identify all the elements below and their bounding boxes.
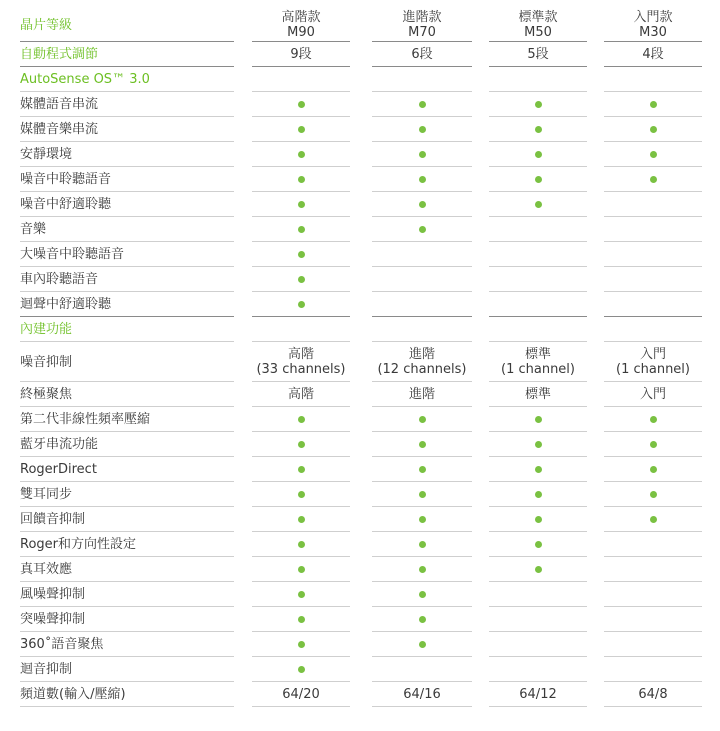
value-cell — [252, 142, 350, 167]
column-header-m50 — [489, 8, 587, 42]
feature-dot-icon — [419, 201, 426, 208]
value-cell — [252, 457, 350, 482]
feature-dot-icon — [650, 466, 657, 473]
value-cell — [604, 532, 702, 557]
value-cell — [604, 632, 702, 657]
row-rule — [372, 706, 472, 707]
value-cell — [372, 92, 472, 117]
feature-dot-icon — [419, 151, 426, 158]
feature-dot-icon — [535, 541, 542, 548]
value-text: 6段 — [411, 47, 433, 62]
row-rule — [604, 66, 702, 67]
feature-dot-icon — [419, 226, 426, 233]
value-cell — [372, 607, 472, 632]
column-header-m70 — [372, 8, 472, 42]
value-cell — [489, 117, 587, 142]
column-header-m30 — [604, 8, 702, 42]
column-model: M90 — [287, 25, 315, 40]
row-rule — [489, 66, 587, 67]
feature-dot-icon — [535, 151, 542, 158]
feature-dot-icon — [298, 541, 305, 548]
feature-dot-icon — [419, 176, 426, 183]
feature-dot-icon — [298, 566, 305, 573]
value-cell — [604, 457, 702, 482]
column-model: M50 — [524, 25, 552, 40]
feature-dot-icon — [298, 276, 305, 283]
value-cell — [604, 382, 702, 407]
value-cell — [489, 167, 587, 192]
feature-label: 終極聚焦 — [20, 387, 73, 402]
feature-label: 雙耳同步 — [20, 487, 73, 502]
value-cell — [372, 382, 472, 407]
value-cell — [252, 217, 350, 242]
value-cell — [489, 192, 587, 217]
feature-dot-icon — [650, 126, 657, 133]
feature-dot-icon — [419, 441, 426, 448]
row-rule — [372, 66, 472, 67]
feature-label: 回饋音抑制 — [20, 512, 86, 527]
section-heading: 內建功能 — [20, 322, 73, 337]
value-cell — [489, 382, 587, 407]
value-text: 高階 — [287, 387, 314, 402]
value-text: (1 channel) — [501, 362, 575, 377]
value-cell — [604, 92, 702, 117]
feature-dot-icon — [419, 491, 426, 498]
value-cell — [489, 242, 587, 267]
value-cell — [252, 242, 350, 267]
value-cell — [252, 482, 350, 507]
feature-dot-icon — [298, 591, 305, 598]
value-cell — [252, 167, 350, 192]
feature-label: 頻道數(輸入/壓縮) — [20, 687, 126, 702]
value-cell — [489, 432, 587, 457]
value-cell — [252, 657, 350, 682]
feature-dot-icon — [298, 101, 305, 108]
feature-dot-icon — [650, 516, 657, 523]
row-rule — [604, 706, 702, 707]
value-cell — [372, 682, 472, 707]
value-cell — [372, 192, 472, 217]
value-text: 64/20 — [282, 687, 320, 702]
value-cell — [372, 42, 472, 67]
feature-dot-icon — [650, 101, 657, 108]
feature-label: 自動程式調節 — [20, 47, 99, 62]
value-cell — [489, 632, 587, 657]
feature-label: 音樂 — [20, 222, 47, 237]
feature-dot-icon — [419, 541, 426, 548]
feature-label: 真耳效應 — [20, 562, 73, 577]
value-cell — [372, 142, 472, 167]
value-cell — [372, 632, 472, 657]
column-name: 進階款 — [402, 10, 442, 25]
row-rule — [252, 316, 350, 317]
value-text: 4段 — [642, 47, 664, 62]
value-cell — [604, 407, 702, 432]
value-cell — [252, 407, 350, 432]
value-cell — [489, 507, 587, 532]
value-cell — [372, 457, 472, 482]
feature-dot-icon — [535, 566, 542, 573]
value-text: 高階 — [287, 347, 314, 362]
value-cell — [372, 507, 472, 532]
row-rule — [252, 706, 350, 707]
value-cell — [489, 292, 587, 317]
header-label: 晶片等級 — [20, 17, 73, 33]
feature-dot-icon — [535, 441, 542, 448]
value-cell — [604, 482, 702, 507]
feature-dot-icon — [419, 641, 426, 648]
feature-label: 360˚語音聚焦 — [20, 637, 104, 652]
value-cell — [252, 607, 350, 632]
value-cell — [604, 192, 702, 217]
value-cell — [372, 167, 472, 192]
row-rule — [489, 706, 587, 707]
feature-dot-icon — [298, 176, 305, 183]
value-text: 入門 — [639, 347, 666, 362]
value-cell — [252, 342, 350, 382]
value-text: (33 channels) — [256, 362, 346, 377]
column-model: M30 — [639, 25, 667, 40]
value-cell — [489, 532, 587, 557]
feature-dot-icon — [650, 416, 657, 423]
feature-dot-icon — [298, 641, 305, 648]
feature-dot-icon — [419, 101, 426, 108]
value-cell — [252, 292, 350, 317]
value-cell — [489, 217, 587, 242]
feature-dot-icon — [298, 301, 305, 308]
feature-dot-icon — [419, 416, 426, 423]
value-text: 64/12 — [519, 687, 557, 702]
value-cell — [372, 582, 472, 607]
feature-dot-icon — [650, 491, 657, 498]
value-cell — [252, 582, 350, 607]
value-cell — [489, 557, 587, 582]
feature-dot-icon — [650, 176, 657, 183]
feature-dot-icon — [419, 126, 426, 133]
value-cell — [252, 117, 350, 142]
value-cell — [252, 382, 350, 407]
feature-label: 突噪聲抑制 — [20, 612, 86, 627]
feature-dot-icon — [298, 126, 305, 133]
value-cell — [489, 342, 587, 382]
value-cell — [604, 682, 702, 707]
feature-dot-icon — [535, 176, 542, 183]
feature-label: 媒體語音串流 — [20, 97, 99, 112]
value-text: 標準 — [524, 387, 551, 402]
feature-dot-icon — [419, 591, 426, 598]
value-cell — [489, 457, 587, 482]
feature-dot-icon — [298, 416, 305, 423]
value-cell — [489, 582, 587, 607]
feature-dot-icon — [298, 151, 305, 158]
value-cell — [372, 267, 472, 292]
feature-dot-icon — [298, 251, 305, 258]
value-cell — [372, 117, 472, 142]
feature-dot-icon — [535, 201, 542, 208]
value-cell — [604, 582, 702, 607]
feature-dot-icon — [298, 466, 305, 473]
value-cell — [604, 242, 702, 267]
column-model: M70 — [408, 25, 436, 40]
value-cell — [489, 682, 587, 707]
value-cell — [252, 632, 350, 657]
value-cell — [604, 142, 702, 167]
value-cell — [489, 607, 587, 632]
feature-dot-icon — [298, 441, 305, 448]
feature-label: 大噪音中聆聽語音 — [20, 247, 125, 262]
value-cell — [372, 482, 472, 507]
value-cell — [372, 217, 472, 242]
feature-dot-icon — [298, 491, 305, 498]
feature-label: Roger和方向性設定 — [20, 537, 136, 552]
value-cell — [604, 117, 702, 142]
value-text: 64/16 — [403, 687, 441, 702]
feature-dot-icon — [419, 516, 426, 523]
feature-label: 迴聲中舒適聆聽 — [20, 297, 112, 312]
value-cell — [372, 242, 472, 267]
value-cell — [372, 432, 472, 457]
row-rule — [372, 316, 472, 317]
feature-dot-icon — [419, 616, 426, 623]
value-text: 進階 — [408, 347, 435, 362]
value-cell — [604, 42, 702, 67]
feature-dot-icon — [535, 416, 542, 423]
value-cell — [252, 432, 350, 457]
value-cell — [489, 482, 587, 507]
row-rule — [252, 66, 350, 67]
feature-label: 風噪聲抑制 — [20, 587, 86, 602]
value-text: (1 channel) — [616, 362, 690, 377]
feature-label: 安靜環境 — [20, 147, 73, 162]
column-name: 標準款 — [518, 10, 558, 25]
value-cell — [372, 557, 472, 582]
value-cell — [372, 407, 472, 432]
value-cell — [252, 557, 350, 582]
feature-dot-icon — [535, 466, 542, 473]
value-cell — [252, 682, 350, 707]
value-cell — [604, 432, 702, 457]
value-text: 64/8 — [638, 687, 668, 702]
value-cell — [489, 657, 587, 682]
value-cell — [252, 267, 350, 292]
feature-label: 藍牙串流功能 — [20, 437, 99, 452]
value-cell — [604, 167, 702, 192]
feature-dot-icon — [298, 666, 305, 673]
value-cell — [489, 92, 587, 117]
feature-dot-icon — [419, 466, 426, 473]
row-rule — [489, 316, 587, 317]
feature-dot-icon — [650, 441, 657, 448]
value-text: (12 channels) — [377, 362, 467, 377]
value-cell — [252, 507, 350, 532]
feature-label: 媒體音樂串流 — [20, 122, 99, 137]
feature-dot-icon — [419, 566, 426, 573]
value-cell — [604, 292, 702, 317]
feature-label: 噪音中聆聽語音 — [20, 172, 112, 187]
value-cell — [252, 42, 350, 67]
value-text: 標準 — [524, 347, 551, 362]
feature-dot-icon — [535, 491, 542, 498]
feature-dot-icon — [298, 616, 305, 623]
feature-label: 噪音抑制 — [20, 354, 73, 370]
value-cell — [604, 557, 702, 582]
row-rule — [604, 316, 702, 317]
feature-dot-icon — [535, 126, 542, 133]
feature-dot-icon — [298, 226, 305, 233]
feature-label: 迴音抑制 — [20, 662, 73, 677]
value-cell — [372, 342, 472, 382]
value-cell — [604, 217, 702, 242]
value-cell — [372, 657, 472, 682]
column-name: 入門款 — [633, 10, 673, 25]
value-cell — [252, 92, 350, 117]
feature-dot-icon — [298, 516, 305, 523]
feature-dot-icon — [298, 201, 305, 208]
value-text: 5段 — [527, 47, 549, 62]
value-cell — [604, 267, 702, 292]
feature-label: 第二代非線性頻率壓縮 — [20, 412, 151, 427]
value-cell — [604, 507, 702, 532]
value-text: 入門 — [639, 387, 666, 402]
value-text: 9段 — [290, 47, 312, 62]
value-cell — [604, 657, 702, 682]
feature-dot-icon — [535, 101, 542, 108]
feature-label: RogerDirect — [20, 462, 97, 477]
section-heading: AutoSense OS™ 3.0 — [20, 72, 150, 87]
value-text: 進階 — [408, 387, 435, 402]
value-cell — [489, 407, 587, 432]
feature-dot-icon — [535, 516, 542, 523]
column-name: 高階款 — [281, 10, 321, 25]
value-cell — [489, 142, 587, 167]
value-cell — [372, 532, 472, 557]
feature-label: 噪音中舒適聆聽 — [20, 197, 112, 212]
value-cell — [252, 532, 350, 557]
value-cell — [372, 292, 472, 317]
row-rule — [20, 706, 234, 707]
feature-label: 車內聆聽語音 — [20, 272, 99, 287]
column-header-m90 — [252, 8, 350, 42]
value-cell — [604, 342, 702, 382]
value-cell — [489, 42, 587, 67]
feature-dot-icon — [650, 151, 657, 158]
value-cell — [604, 607, 702, 632]
value-cell — [252, 192, 350, 217]
value-cell — [489, 267, 587, 292]
